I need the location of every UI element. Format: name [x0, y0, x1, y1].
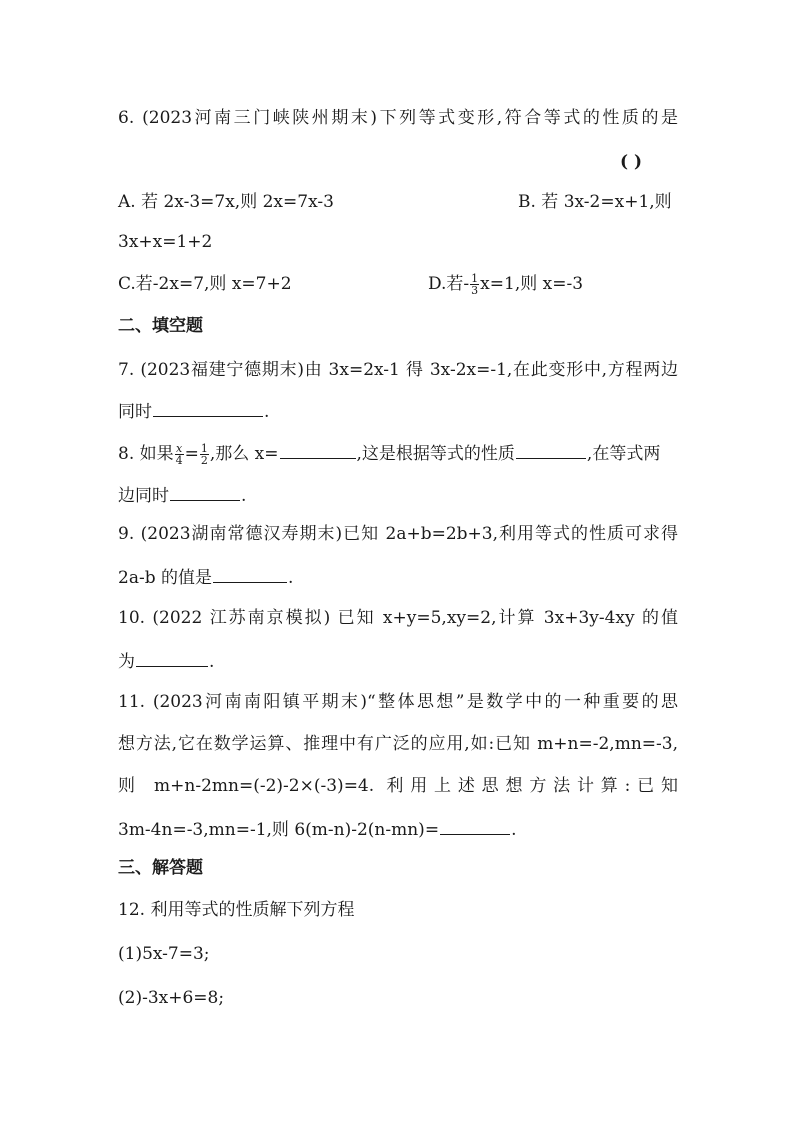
q9-line2 [118, 564, 293, 590]
q6-option-d-prefix: D.若- [428, 274, 470, 294]
q8-answer-blank-3[interactable] [170, 482, 240, 501]
q7-answer-blank[interactable] [153, 398, 263, 417]
fraction-numerator: 1 [200, 442, 208, 455]
q8-prefix: 8. 如果 [118, 444, 174, 464]
q11-line1: 11. (2023河南南阳镇平期末)“整体思想”是数学中的一种重要的思 [118, 692, 678, 712]
q10-line2 [118, 648, 214, 674]
q8-fraction-1-over-2 [200, 443, 209, 466]
q11-line4-prefix: 3m-4n=-3,mn=-1,则 6(m-n)-2(n-mn)= [118, 820, 440, 840]
q6-option-d [428, 272, 583, 296]
q11-answer-blank[interactable] [440, 816, 510, 835]
q6-option-a: A. 若 2x-3=7x,则 2x=7x-3 [118, 192, 334, 212]
q6-option-c: C.若-2x=7,则 x=7+2 [118, 274, 292, 294]
q8-answer-blank-1[interactable] [280, 440, 356, 459]
q6-option-d-fraction [470, 273, 479, 296]
q11-line3: 则 m+n-2mn=(-2)-2×(-3)=4. 利用上述思想方法计算:已知 [118, 776, 678, 796]
q7-line2 [118, 398, 269, 424]
fraction-numerator: x [176, 442, 183, 455]
q6-answer-bracket: ( ) [620, 152, 643, 172]
q10-line1: 10. (2022 江苏南京模拟) 已知 x+y=5,xy=2,计算 3x+3y-4xy 的值 [118, 608, 678, 628]
q8-mid3: ,在等式两 [586, 444, 661, 464]
q8-line2-suffix: . [241, 486, 247, 506]
q11-line2: 想方法,它在数学运算、推理中有广泛的应用,如:已知 m+n=-2,mn=-3, [118, 734, 678, 754]
q9-answer-blank[interactable] [213, 564, 287, 583]
q8-equals: = [184, 444, 199, 464]
q9-line1: 9. (2023湖南常德汉寿期末)已知 2a+b=2b+3,利用等式的性质可求得 [118, 524, 678, 544]
q8-line1 [118, 440, 660, 466]
q8-line2-prefix: 边同时 [118, 486, 169, 506]
q6-option-b: B. 若 3x-2=x+1,则 [518, 192, 672, 212]
q7-line2-suffix: . [264, 402, 270, 422]
q6-option-d-suffix: x=1,则 x=-3 [480, 274, 584, 294]
fraction-denominator: 2 [200, 454, 208, 467]
q8-mid2: ,这是根据等式的性质 [356, 444, 515, 464]
q11-line4 [118, 816, 516, 842]
q9-line2-prefix: 2a-b 的值是 [118, 568, 212, 588]
q6-option-b-continued: 3x+x=1+2 [118, 232, 213, 252]
fraction-denominator: 3 [471, 284, 479, 297]
q8-mid1: ,那么 x= [209, 444, 279, 464]
q8-fraction-x-over-4 [175, 443, 184, 466]
q8-line2 [118, 482, 246, 508]
fraction-denominator: 4 [175, 454, 183, 467]
q12-stem: 12. 利用等式的性质解下列方程 [118, 900, 355, 920]
q9-line2-suffix: . [287, 568, 294, 588]
q7-line2-prefix: 同时 [118, 402, 152, 422]
fraction-numerator: 1 [471, 272, 479, 285]
q10-answer-blank[interactable] [136, 648, 208, 667]
q12-part2: (2)-3x+6=8; [118, 988, 225, 1008]
q6-stem: 6. (2023河南三门峡陕州期末)下列等式变形,符合等式的性质的是 [118, 108, 678, 128]
q10-line2-suffix: . [209, 652, 215, 672]
q12-part1: (1)5x-7=3; [118, 944, 210, 964]
section-heading-solve: 三、解答题 [118, 858, 203, 878]
q10-line2-prefix: 为 [118, 652, 135, 672]
q7-line1: 7. (2023福建宁德期末)由 3x=2x-1 得 3x-2x=-1,在此变形中,方程两边 [118, 360, 678, 380]
section-heading-fill-in: 二、填空题 [118, 316, 203, 336]
q11-line4-suffix: . [511, 820, 517, 840]
q8-answer-blank-2[interactable] [516, 440, 586, 459]
